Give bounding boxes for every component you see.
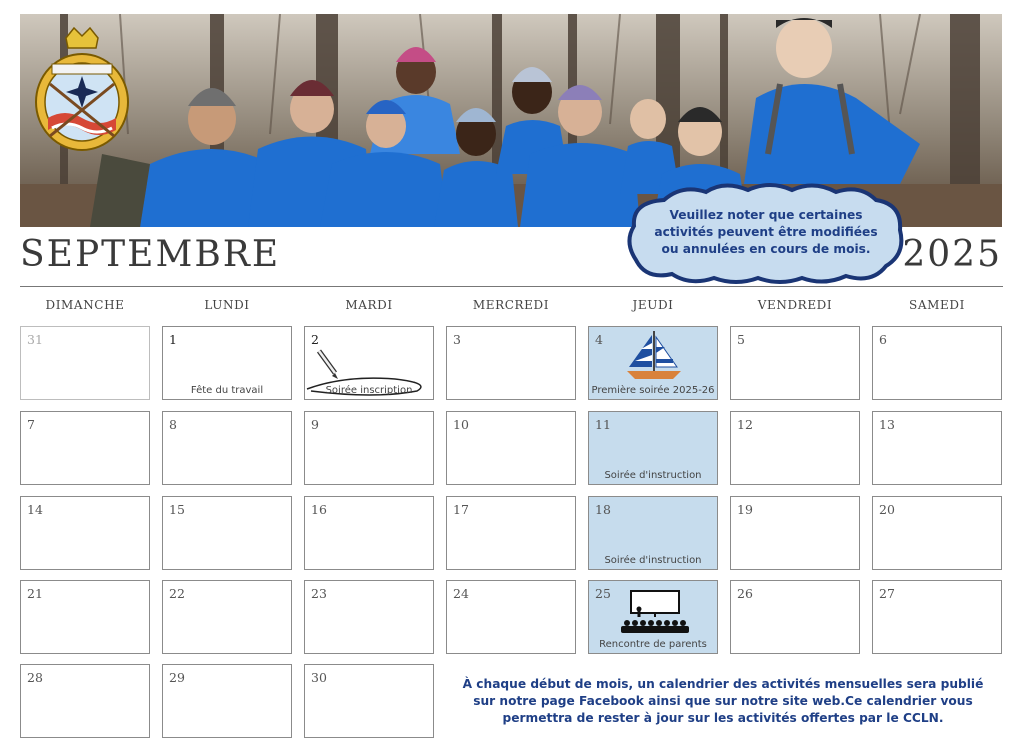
day-cell: 21 <box>20 580 150 654</box>
day-cell: 19 <box>730 496 860 570</box>
notice-text: Veuillez noter que certaines activités peuvent être modifiées ou annulées en cours de mois. <box>654 208 878 256</box>
weekday-thursday: JEUDI <box>632 298 674 312</box>
day-cell: 3 <box>446 326 576 400</box>
event-label: Première soirée 2025-26 <box>591 385 715 396</box>
day-cell: 25 Rencontre de parents <box>588 580 718 654</box>
weekday-friday: VENDREDI <box>757 298 833 312</box>
day-cell: 16 <box>304 496 434 570</box>
day-cell: 29 <box>162 664 292 738</box>
day-cell: 17 <box>446 496 576 570</box>
footer-note: À chaque début de mois, un calendrier des activités mensuelles sera publié sur notre page Facebook ainsi que sur notre site web.Ce calendrier vous permettra de rester à jour sur les activités offertes par le CCLN. <box>462 677 984 725</box>
day-cell: 9 <box>304 411 434 485</box>
day-cell: 28 <box>20 664 150 738</box>
day-cell: 11 Soirée d'instruction <box>588 411 718 485</box>
event-label: Rencontre de parents <box>599 639 707 650</box>
day-cell: 27 <box>872 580 1002 654</box>
day-cell: 10 <box>446 411 576 485</box>
event-label: Fête du travail <box>190 385 264 396</box>
weekday-saturday: SAMEDI <box>909 298 965 312</box>
month-title: SEPTEMBRE <box>20 234 281 275</box>
header-divider <box>20 286 1003 287</box>
event-label: Soirée d'instruction <box>604 470 702 481</box>
sailboat-icon <box>625 329 683 383</box>
day-cell: 2 Soirée inscription <box>304 326 434 400</box>
day-cell: 7 <box>20 411 150 485</box>
weekday-wednesday: MERCREDI <box>472 298 550 312</box>
year-title: 2025 <box>902 234 1002 275</box>
weekday-tuesday: MARDI <box>345 298 393 312</box>
day-cell: 5 <box>730 326 860 400</box>
day-cell: 30 <box>304 664 434 738</box>
day-cell: 6 <box>872 326 1002 400</box>
cadet-emblem-icon <box>30 24 134 152</box>
day-cell: 23 <box>304 580 434 654</box>
day-cell: 1 Fête du travail <box>162 326 292 400</box>
day-cell: 13 <box>872 411 1002 485</box>
day-cell: 18 Soirée d'instruction <box>588 496 718 570</box>
weekday-monday: LUNDI <box>204 298 250 312</box>
day-cell: 31 <box>20 326 150 400</box>
day-cell: 14 <box>20 496 150 570</box>
weekday-sunday: DIMANCHE <box>45 298 125 312</box>
day-cell: 22 <box>162 580 292 654</box>
day-cell: 20 <box>872 496 1002 570</box>
day-cell: 12 <box>730 411 860 485</box>
day-cell: 24 <box>446 580 576 654</box>
event-label: Soirée inscription <box>325 385 413 396</box>
day-cell: 4 Première soirée 2025-26 <box>588 326 718 400</box>
event-label: Soirée d'instruction <box>604 555 702 566</box>
day-cell: 8 <box>162 411 292 485</box>
day-cell: 15 <box>162 496 292 570</box>
day-cell: 26 <box>730 580 860 654</box>
audience-presentation-icon <box>619 587 691 635</box>
